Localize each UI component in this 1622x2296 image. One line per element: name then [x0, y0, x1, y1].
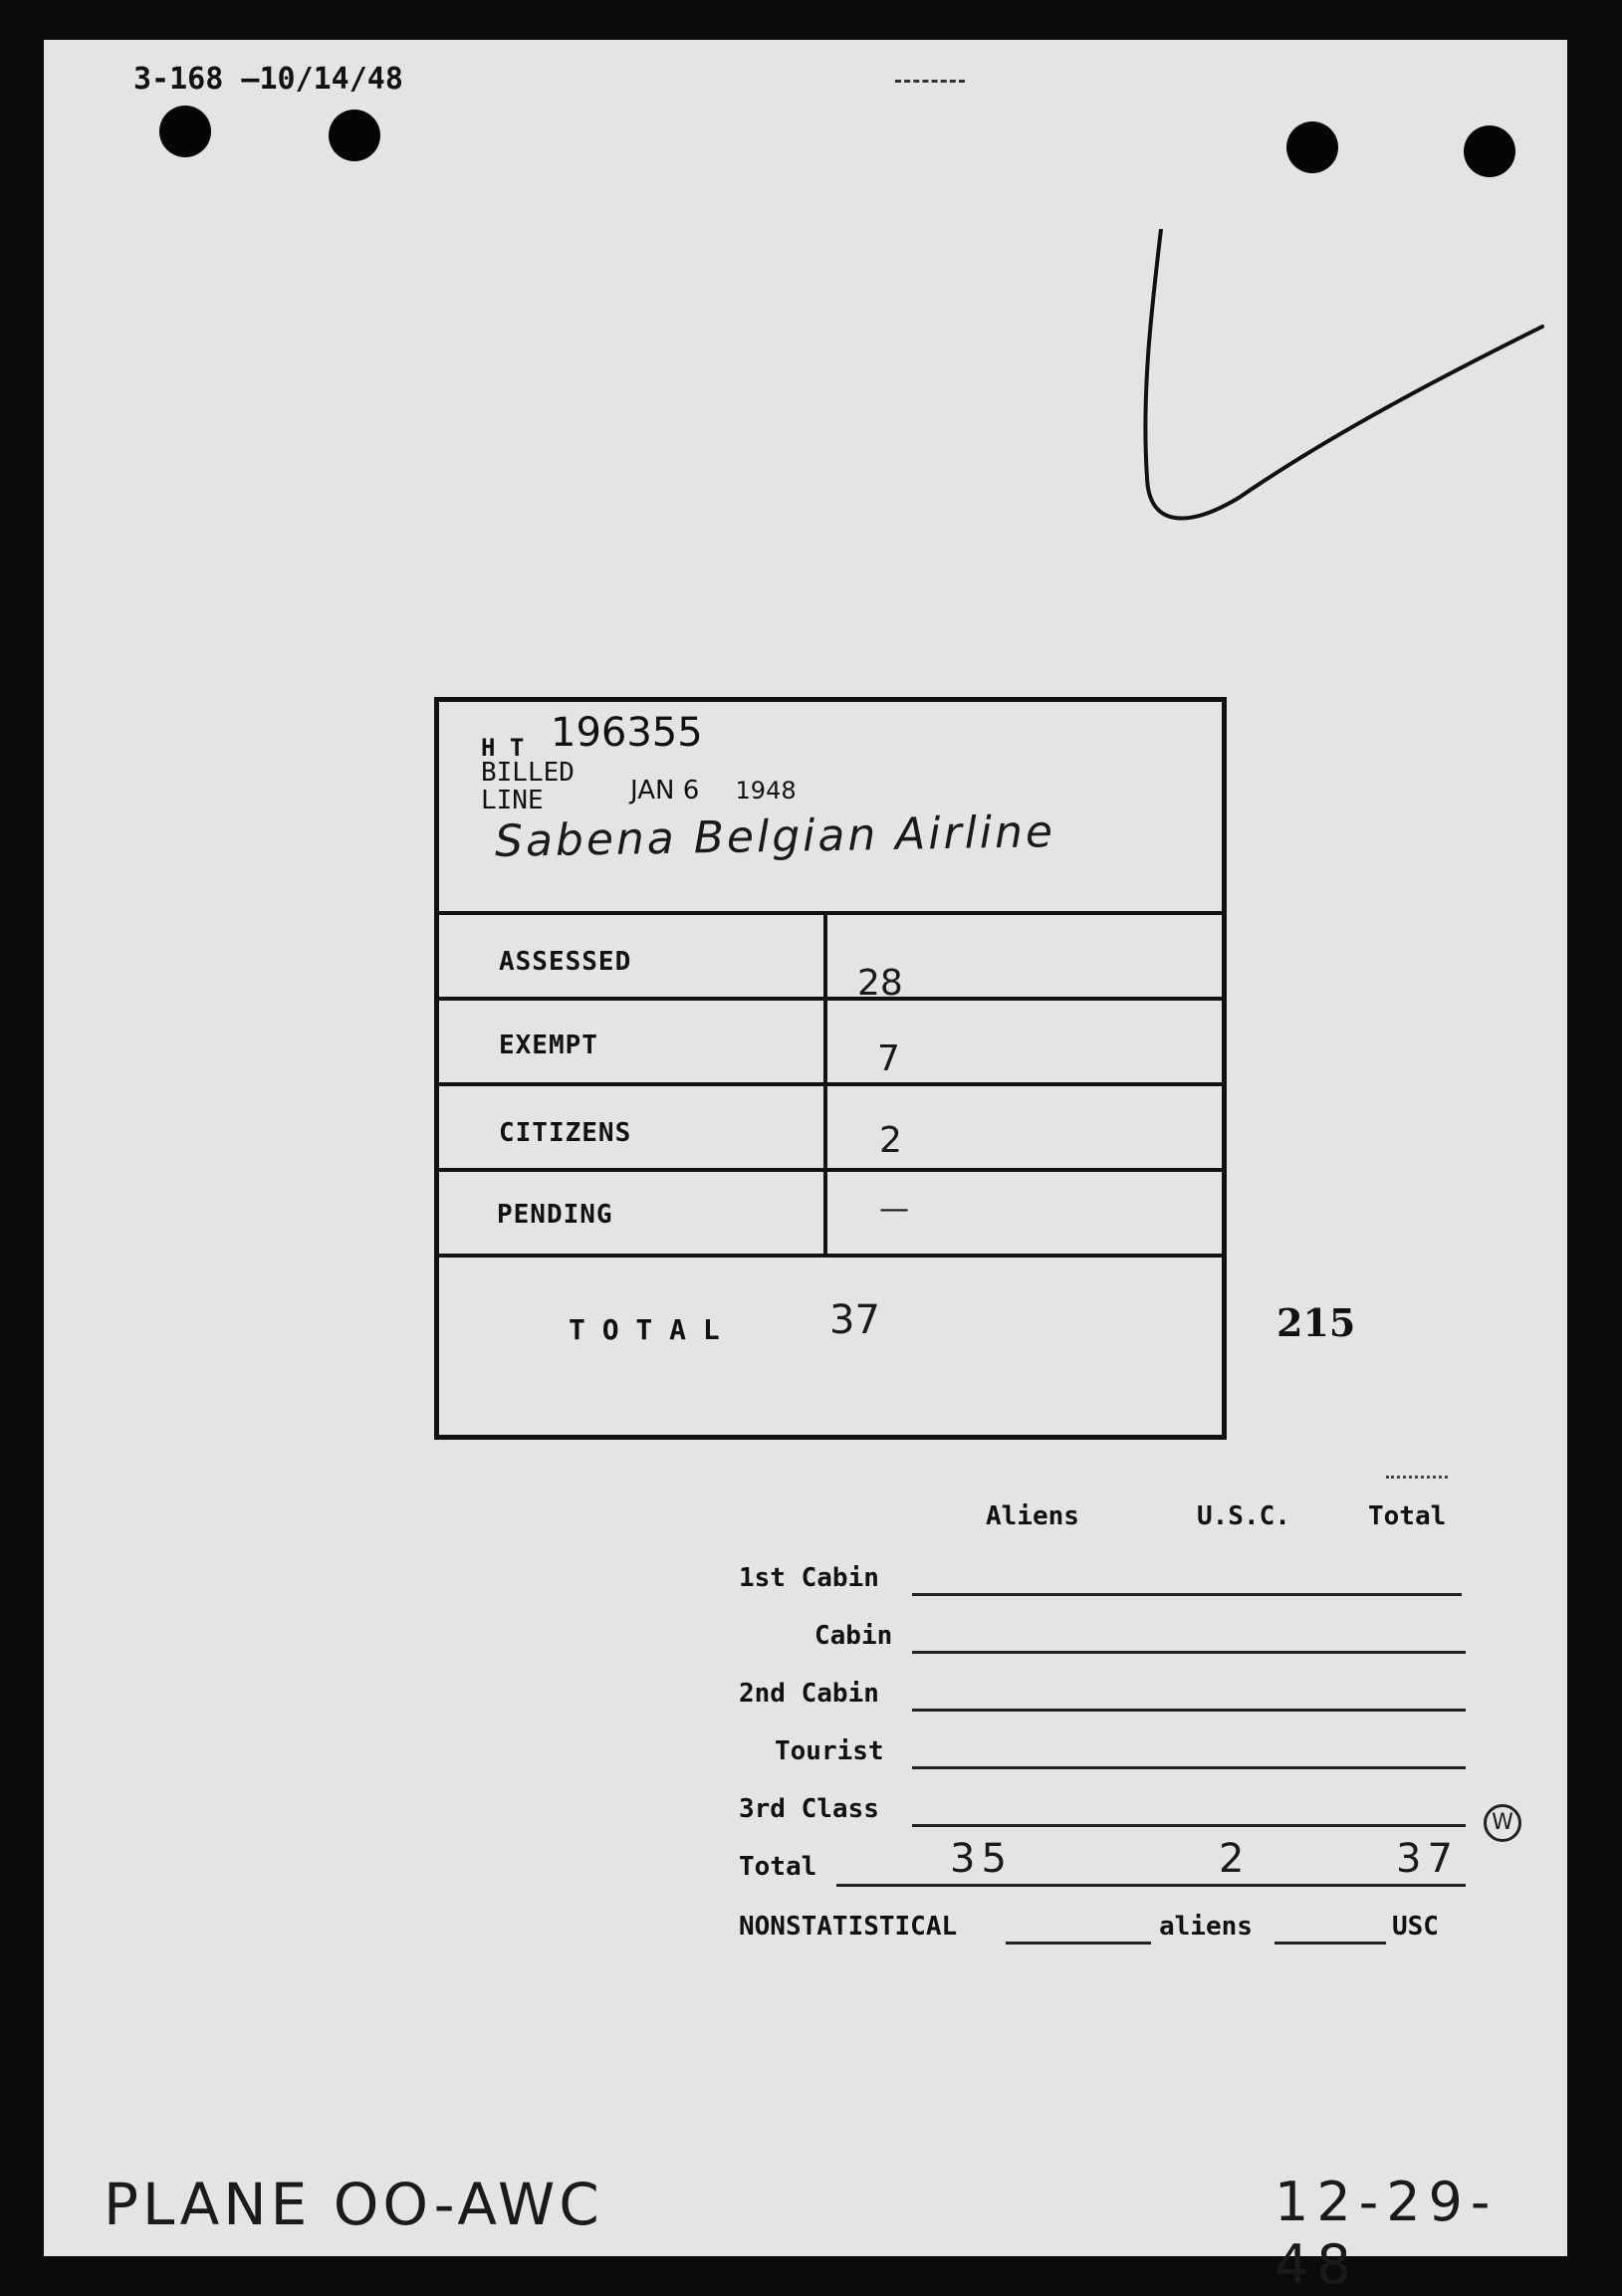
citizens-label: CITIZENS	[499, 1118, 632, 1148]
punch-hole	[1286, 121, 1338, 173]
nonstatistical-label: NONSTATISTICAL	[739, 1912, 958, 1942]
pending-label: PENDING	[497, 1200, 613, 1230]
punch-hole	[1464, 125, 1515, 177]
form-date: 10/14/48	[259, 62, 403, 97]
dash-mark	[895, 80, 965, 86]
initial-mark: W	[1484, 1804, 1521, 1842]
exempt-label: EXEMPT	[499, 1031, 598, 1060]
column-total: Total	[1368, 1501, 1447, 1531]
row-rule	[912, 1766, 1466, 1769]
row-1st-cabin: 1st Cabin	[739, 1563, 879, 1593]
box-divider	[439, 1254, 1222, 1258]
footer-date: 12-29-48	[1274, 2171, 1499, 2296]
nonstatistical-usc: USC	[1392, 1912, 1439, 1942]
row-2nd-cabin: 2nd Cabin	[739, 1679, 879, 1709]
dotted-mark	[1386, 1476, 1448, 1479]
row-rule	[836, 1884, 1466, 1887]
exempt-value: 7	[877, 1038, 900, 1079]
punch-hole	[159, 106, 211, 157]
side-number: 215	[1276, 1300, 1356, 1345]
row-rule	[912, 1709, 1466, 1712]
ht-number: 196355	[551, 710, 703, 756]
box-divider	[439, 997, 1222, 1001]
document-page	[44, 40, 1567, 2296]
check-icon	[1119, 229, 1557, 558]
total-total: 37	[1396, 1836, 1459, 1882]
row-rule	[1006, 1942, 1151, 1945]
citizens-value: 2	[879, 1120, 902, 1161]
box-divider	[439, 911, 1222, 915]
billed-label: BILLED	[481, 758, 575, 788]
total-aliens: 35	[950, 1836, 1013, 1882]
total-usc: 2	[1219, 1836, 1245, 1882]
ht-label: H T	[481, 734, 525, 762]
assessment-box	[434, 697, 1227, 1440]
pending-value: —	[879, 1192, 909, 1227]
assessed-value: 28	[857, 963, 903, 1004]
form-ref: 3-168	[133, 62, 224, 97]
stamp-date: JAN 6 1948	[630, 776, 797, 805]
row-rule	[912, 1593, 1462, 1596]
punch-hole	[329, 110, 380, 161]
plane-id: PLANE OO-AWC	[104, 2171, 603, 2238]
line-label: LINE	[481, 786, 544, 815]
box-divider	[439, 1082, 1222, 1086]
assessed-label: ASSESSED	[499, 947, 632, 977]
row-rule	[912, 1651, 1466, 1654]
row-rule	[912, 1824, 1466, 1827]
nonstatistical-aliens: aliens	[1159, 1912, 1253, 1942]
row-tourist: Tourist	[775, 1736, 884, 1766]
row-total: Total	[739, 1852, 817, 1882]
row-3rd-class: 3rd Class	[739, 1794, 879, 1824]
box-total-value: 37	[829, 1297, 880, 1343]
line-name-handwritten: Sabena Belgian Airline	[494, 806, 1056, 867]
column-usc: U.S.C.	[1197, 1501, 1290, 1531]
box-divider	[439, 1168, 1222, 1172]
column-aliens: Aliens	[986, 1501, 1079, 1531]
row-cabin: Cabin	[814, 1621, 893, 1651]
row-rule	[1274, 1942, 1386, 1945]
box-total-label: T O T A L	[569, 1313, 720, 1346]
form-reference: 3-168 —10/14/48	[133, 62, 403, 97]
